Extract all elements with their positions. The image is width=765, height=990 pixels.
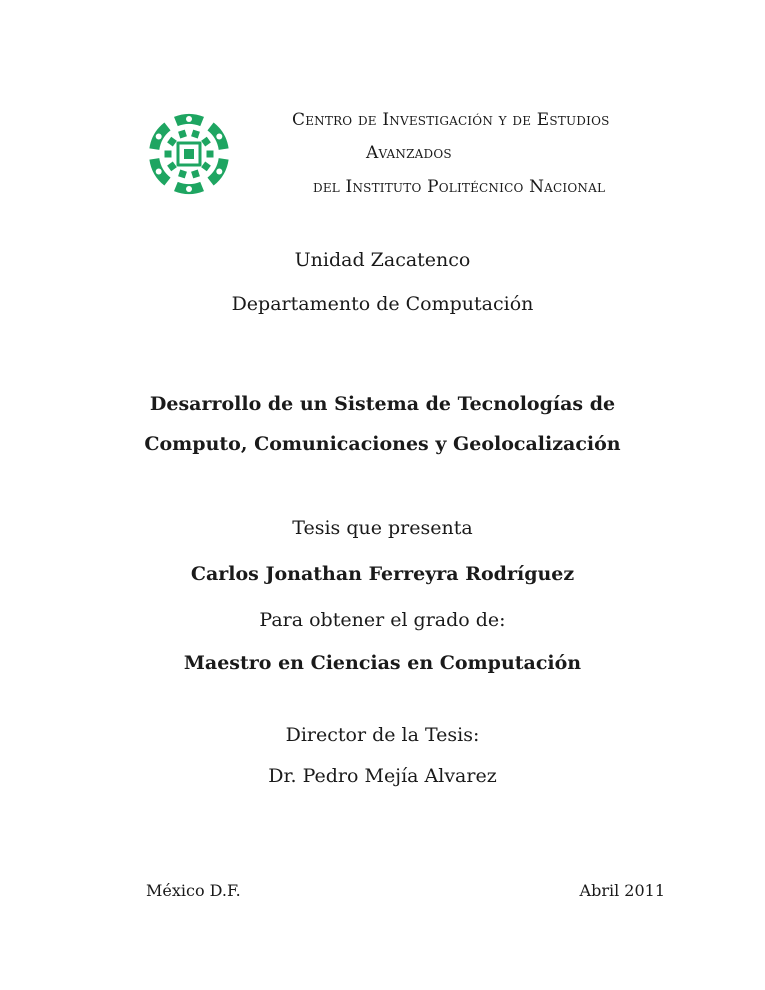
institution-name-line-1: Centro de Investigación y de Estudios [292, 110, 610, 130]
degree-label: Para obtener el grado de: [259, 609, 506, 631]
thesis-title-line-1: Desarrollo de un Sistema de Tecnologías de [149, 393, 616, 415]
director-label: Director de la Tesis: [285, 724, 480, 746]
department-name: Departamento de Computación [231, 293, 534, 315]
unit-name: Unidad Zacatenco [294, 249, 471, 271]
institution-name-line-2: Avanzados [366, 143, 452, 163]
presented-by-label: Tesis que presenta [292, 517, 473, 539]
degree-name: Maestro en Ciencias en Computación [183, 652, 582, 674]
footer-date: Abril 2011 [579, 881, 665, 900]
cinvestav-logo-icon [141, 108, 237, 200]
institution-name-line-3: del Instituto Politécnico Nacional [313, 177, 606, 197]
footer-place: México D.F. [146, 881, 241, 900]
author-name: Carlos Jonathan Ferreyra Rodríguez [190, 563, 575, 585]
director-name: Dr. Pedro Mejía Alvarez [268, 765, 497, 787]
thesis-title-line-2: Computo, Comunicaciones y Geolocalización [144, 433, 621, 455]
